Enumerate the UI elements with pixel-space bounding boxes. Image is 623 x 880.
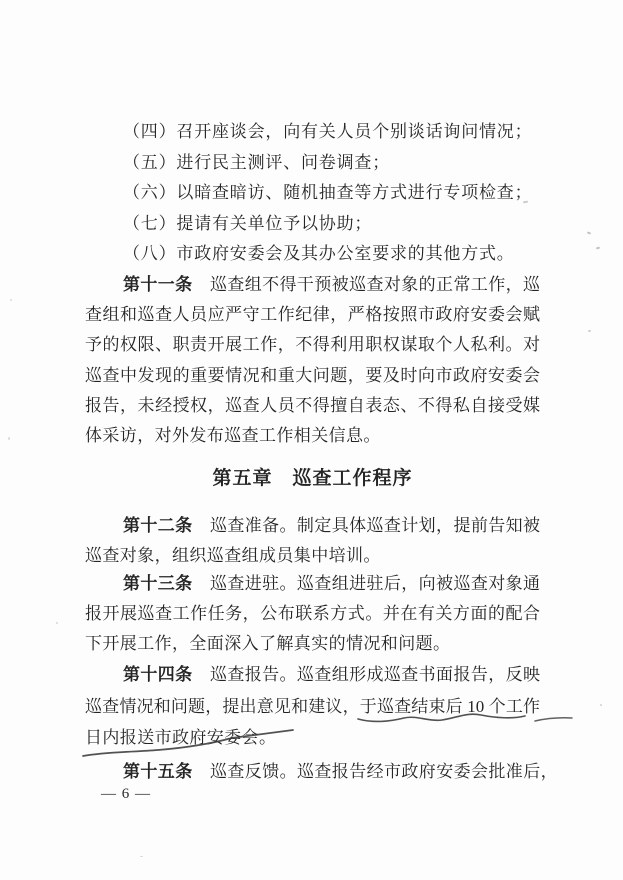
article-14-text: 巡查报告。巡查组形成巡查书面报告，反映 — [192, 665, 540, 684]
article-15-line — [85, 757, 559, 787]
article-13-line: 下开展工作，全面深入了解真实的情况和问题。 — [85, 634, 451, 653]
article-12-text: 巡查准备。制定具体巡查计划，提前告知被 — [192, 516, 540, 535]
list-item: （七）提请有关单位予以协助； — [123, 213, 373, 233]
scan-speck — [140, 856, 143, 857]
scan-speck — [56, 622, 58, 624]
scan-speck — [10, 299, 12, 301]
article-14-line: 巡查情况和问题，提出意见和建议，于巡查结束后 10 个工作 — [85, 696, 540, 716]
scan-speck — [587, 231, 591, 234]
list-item: （六）以暗查暗访、随机抽查等方式进行专项检查； — [123, 183, 533, 203]
article-14 — [85, 659, 540, 754]
article-13-line: 报开展巡查工作任务，公布联系方式。并在有关方面的配合 — [85, 604, 540, 623]
article-14-number: 第十四条 — [123, 665, 193, 684]
article-13 — [85, 569, 540, 659]
article-11 — [85, 270, 540, 451]
article-14-line — [85, 659, 540, 691]
list-item: （八）市政府安委会及其办公室要求的其他方式。 — [123, 244, 515, 264]
scan-speck — [596, 247, 600, 250]
article-11-line: 报告，未经授权，巡查人员不得擅自表态、不得私自接受媒 — [85, 395, 540, 415]
page-number: — 6 — — [101, 786, 151, 802]
article-15-number: 第十五条 — [123, 762, 193, 781]
article-13-text: 巡查进驻。巡查组进驻后，向被巡查对象通 — [192, 574, 540, 593]
scan-speck — [600, 704, 602, 706]
list-item: （四）召开座谈会，向有关人员个别谈话询问情况； — [123, 122, 533, 141]
scan-speck — [8, 437, 10, 440]
article-13-number: 第十三条 — [123, 574, 193, 593]
article-12-line: 巡查对象，组织巡查组成员集中培训。 — [85, 545, 381, 565]
article-14-line: 日内报送市政府安委会。 — [85, 728, 277, 747]
article-15-text: 巡查反馈。巡查报告经市政府安委会批准后， — [192, 762, 559, 781]
article-12-line — [85, 511, 540, 541]
article-11-line: 巡查中发现的重要情况和重大问题，要及时向市政府安委会 — [85, 365, 540, 385]
article-11-line: 体采访，对外发布巡查工作相关信息。 — [85, 425, 381, 445]
list-item: （五）进行民主测评、问卷调查； — [123, 152, 390, 172]
article-15 — [85, 757, 559, 787]
article-12 — [85, 511, 540, 570]
article-11-line: 查组和巡查人员应严守工作纪律，严格按照市政府安委会赋 — [85, 305, 540, 325]
article-11-line: 予的权限、职责开展工作，不得利用职权谋取个人私利。对 — [85, 335, 540, 355]
article-11-number: 第十一条 — [123, 275, 193, 294]
scan-speck — [588, 330, 591, 332]
article-11-line — [85, 270, 540, 300]
method-list — [85, 117, 540, 270]
chapter-heading: 第五章 巡查工作程序 — [212, 468, 413, 489]
article-13-line — [85, 569, 540, 599]
article-11-text: 巡查组不得干预被巡查对象的正常工作，巡 — [192, 275, 540, 294]
pen-underline-segment-2 — [535, 718, 572, 721]
article-12-number: 第十二条 — [123, 516, 193, 535]
